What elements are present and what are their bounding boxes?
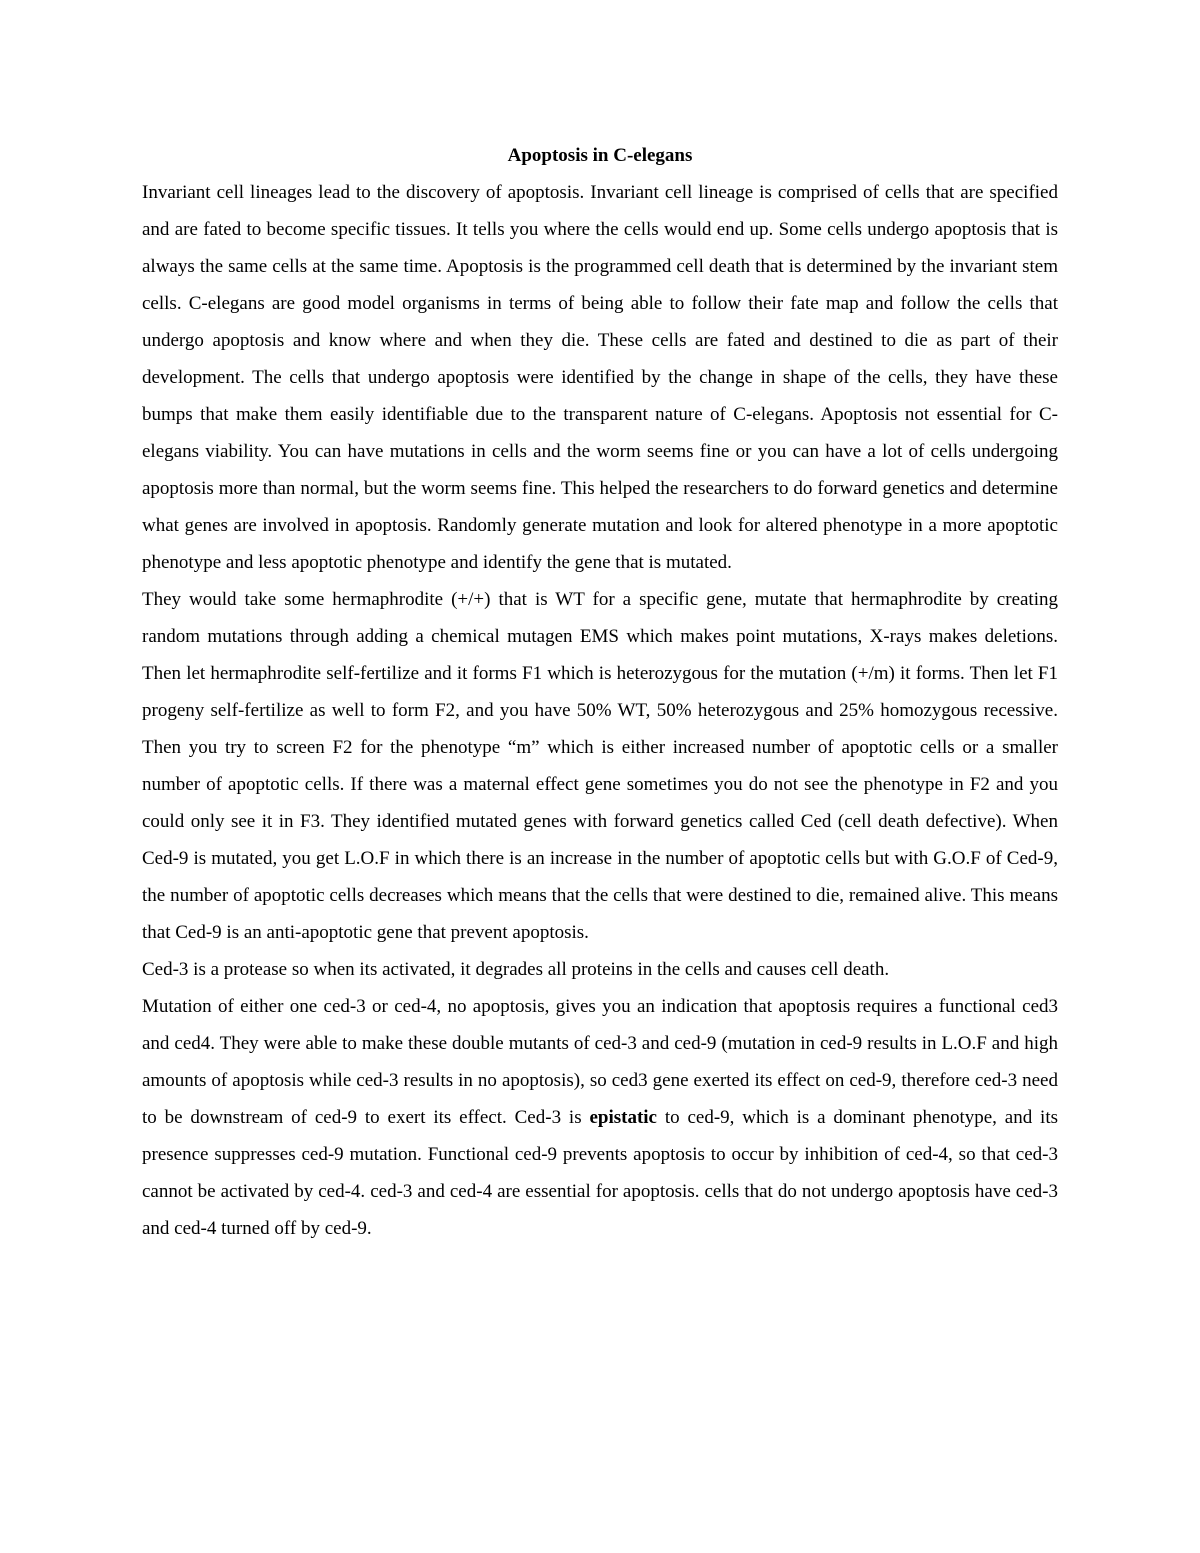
document-title: Apoptosis in C-elegans xyxy=(507,145,693,166)
epistatic-term: epistatic xyxy=(589,1107,657,1128)
paragraph-epistasis-text-end: to ced-9, which is a dominant phenotype, and its presence suppresses ced-9 mutation. Functional ced-9 prevents apoptosis to occur by inhibition of ced-4, so that ced-3 cannot be activated by ced-4. ced-3 and ced-4 are essential for apoptosis. cells that do not undergo apoptosis have ced-3 and ced-4 turned off by ced-9. xyxy=(142,1107,1059,1239)
document-body xyxy=(142,137,1058,1247)
paragraph-ced3-protease: Ced-3 is a protease so when its activated, it degrades all proteins in the cells and causes cell death. xyxy=(142,959,890,980)
paragraph-epistasis-text-start: Mutation of either one ced-3 or ced-4, no apoptosis, gives you an indication that apoptosis requires a functional ced3 and ced4. They were able to make these double mutants of ced-3 and ced-9 (mutation in ced-9 results in L.O.F and high amounts of apoptosis while ced-3 results in no apoptosis), so ced3 gene exerted its effect on ced-9, therefore ced-3 need to be downstream of ced-9 to exert its effect. Ced-3 is xyxy=(142,996,1058,1128)
paragraph-forward-genetics: They would take some hermaphrodite (+/+) that is WT for a specific gene, mutate that hermaphrodite by creating random mutations through adding a chemical mutagen EMS which makes point mutations, X-rays makes deletions. Then let hermaphrodite self-fertilize and it forms F1 which is heterozygous for the mutation (+/m) it forms. Then let F1 progeny self-fertilize as well to form F2, and you have 50% WT, 50% heterozygous and 25% homozygous recessive. Then you try to screen F2 for the phenotype “m” which is either increased number of apoptotic cells or a smaller number of apoptotic cells. If there was a maternal effect gene sometimes you do not see the phenotype in F2 and you could only see it in F3. They identified mutated genes with forward genetics called Ced (cell death defective). When Ced-9 is mutated, you get L.O.F in which there is an increase in the number of apoptotic cells but with G.O.F of Ced-9, the number of apoptotic cells decreases which means that the cells that were destined to die, remained alive. This means that Ced-9 is an anti-apoptotic gene that prevent apoptosis. xyxy=(142,589,1058,943)
paragraph-invariant-lineage: Invariant cell lineages lead to the discovery of apoptosis. Invariant cell lineage is comprised of cells that are specified and are fated to become specific tissues. It tells you where the cells would end up. Some cells undergo apoptosis that is always the same cells at the same time. Apoptosis is the programmed cell death that is determined by the invariant stem cells. C-elegans are good model organisms in terms of being able to follow their fate map and follow the cells that undergo apoptosis and know where and when they die. These cells are fated and destined to die as part of their development. The cells that undergo apoptosis were identified by the change in shape of the cells, they have these bumps that make them easily identifiable due to the transparent nature of C-elegans. Apoptosis not essential for C-elegans viability. You can have mutations in cells and the worm seems fine or you can have a lot of cells undergoing apoptosis more than normal, but the worm seems fine. This helped the researchers to do forward genetics and determine what genes are involved in apoptosis. Randomly generate mutation and look for altered phenotype in a more apoptotic phenotype and less apoptotic phenotype and identify the gene that is mutated. xyxy=(142,182,1058,573)
paragraph-epistasis xyxy=(142,988,1058,1247)
